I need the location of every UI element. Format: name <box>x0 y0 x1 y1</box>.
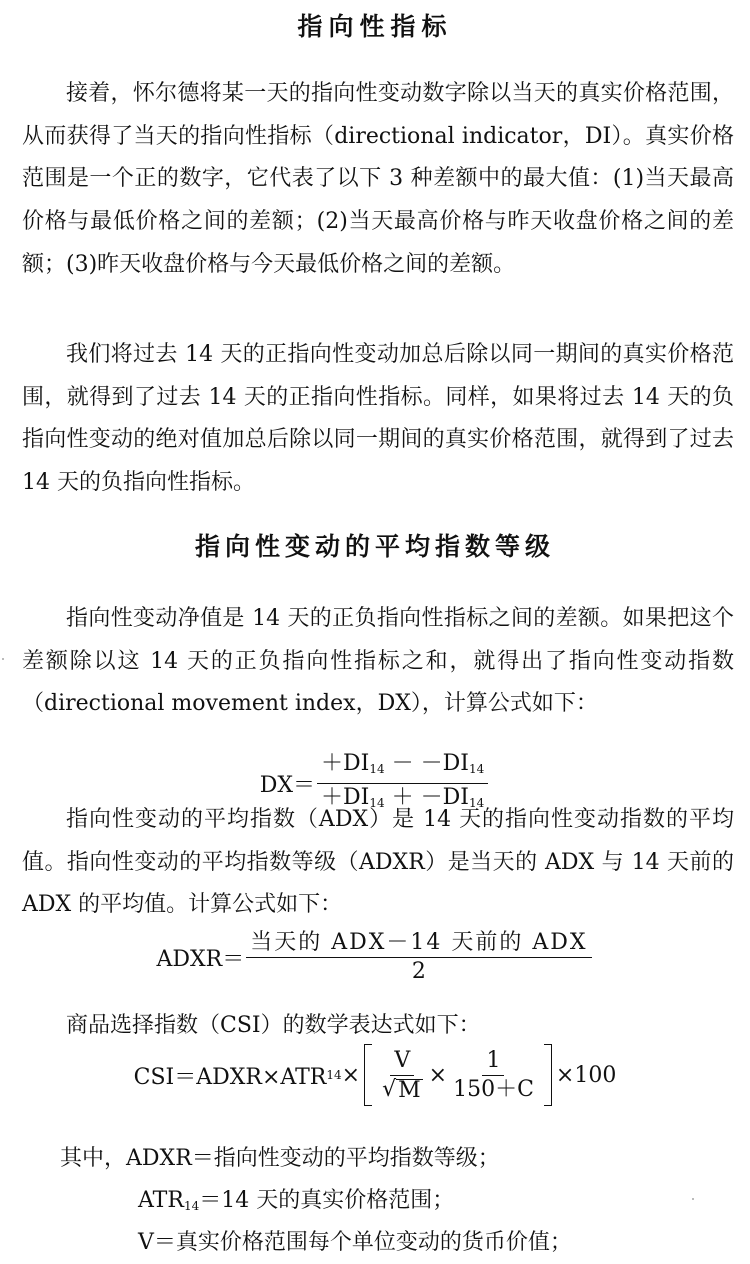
sqrt-icon <box>382 1078 423 1102</box>
paragraph-dx-definition: 指向性变动净值是 14 天的正负指向性指标之间的差额。如果把这个差额除以这 14 天的正负指向性指标之和，就得出了指向性变动指数（directional movement index，DX），计算公式如下： <box>22 606 734 717</box>
formula-csi-times1: × <box>341 1062 361 1088</box>
formula-csi-c-fraction <box>449 1049 538 1102</box>
formula-csi-150-plus-c: 150＋C <box>453 1076 534 1102</box>
formula-csi-one: 1 <box>482 1049 504 1076</box>
right-bracket-icon <box>544 1044 552 1106</box>
dx-den-plus-di: ＋DI <box>321 785 370 810</box>
formula-dx-lhs: DX＝ <box>259 773 316 798</box>
dx-num-minus-di: － －DI <box>391 751 469 776</box>
where-atr-definition: ＝14 天的真实价格范围； <box>199 1188 455 1213</box>
formula-adxr-denominator: 2 <box>411 959 426 984</box>
formula-csi-bracket-group <box>360 1044 556 1106</box>
section-title-directional-indicator: 指向性指标 <box>297 12 453 41</box>
formula-adxr-numerator: 当天的 ADX－14 天前的 ADX <box>246 931 591 958</box>
paragraph-csi-intro: 商品选择指数（CSI）的数学表达式如下： <box>66 1013 481 1038</box>
left-bracket-icon <box>364 1044 372 1106</box>
paragraph-adx-definition: 指向性变动的平均指数（ADX）是 14 天的指向性变动指数的平均值。指向性变动的平均指数等级（ADXR）是当天的 ADX 与 14 天前的 ADX 的平均值。计算公式如下： <box>22 807 734 918</box>
formula-adxr-fraction <box>246 931 591 984</box>
formula-csi-times2: × <box>428 1062 448 1088</box>
where-atr-label: ATR <box>138 1188 184 1213</box>
scan-speck-2 <box>692 1198 694 1200</box>
dx-num-sub-2: 14 <box>468 762 485 776</box>
formula-dx-numerator <box>317 752 488 784</box>
formula-csi-tail: ×100 <box>555 1062 617 1088</box>
scan-speck <box>2 658 4 660</box>
formula-csi-sqrt-m <box>378 1076 427 1102</box>
dx-num-sub-1: 14 <box>369 762 385 776</box>
dx-den-sub-2: 14 <box>468 796 485 810</box>
formula-csi-atr-sub: 14 <box>326 1068 342 1082</box>
where-line-adxr: 其中，ADXR＝指向性变动的平均指数等级； <box>60 1146 500 1171</box>
formula-adxr <box>0 931 750 984</box>
formula-csi-v-fraction <box>378 1049 427 1102</box>
formula-csi-lhs: CSI＝ADXR×ATR <box>133 1064 327 1090</box>
where-atr-sub: 14 <box>183 1199 200 1213</box>
dx-den-sub-1: 14 <box>369 796 385 810</box>
dx-den-minus-di: ＋ －DI <box>391 785 469 810</box>
formula-csi <box>0 1044 750 1106</box>
paragraph-14-day-di: 我们将过去 14 天的正指向性变动加总后除以同一期间的真实价格范围，就得到了过去 14 天的正指向性指标。同样，如果将过去 14 天的负指向性变动的绝对值加总后除以同一期间的真实价格范围，就得到了过去 14 天的负指向性指标。 <box>22 342 734 496</box>
section-title-adxr: 指向性变动的平均指数等级 <box>194 532 555 561</box>
formula-csi-v: V <box>390 1049 414 1076</box>
dx-num-plus-di: ＋DI <box>321 751 370 776</box>
formula-csi-m: M <box>398 1077 421 1103</box>
where-line-v: V＝真实价格范围每个单位变动的货币价值； <box>138 1230 572 1255</box>
paragraph-di-definition: 接着，怀尔德将某一天的指向性变动数字除以当天的真实价格范围，从而获得了当天的指向性指标（directional indicator，DI）。真实价格范围是一个正的数字，它代表了以下 3 种差额中的最大值：(1)当天最高价格与最低价格之间的差额；(2)当天最高价格与昨天收盘价格之间的差额；(3)昨天收盘价格与今天最低价格之间的差额。 <box>22 81 734 277</box>
where-line-atr <box>138 1180 454 1227</box>
sqrt-symbol: √ <box>382 1076 397 1102</box>
formula-adxr-lhs: ADXR＝ <box>156 947 245 972</box>
